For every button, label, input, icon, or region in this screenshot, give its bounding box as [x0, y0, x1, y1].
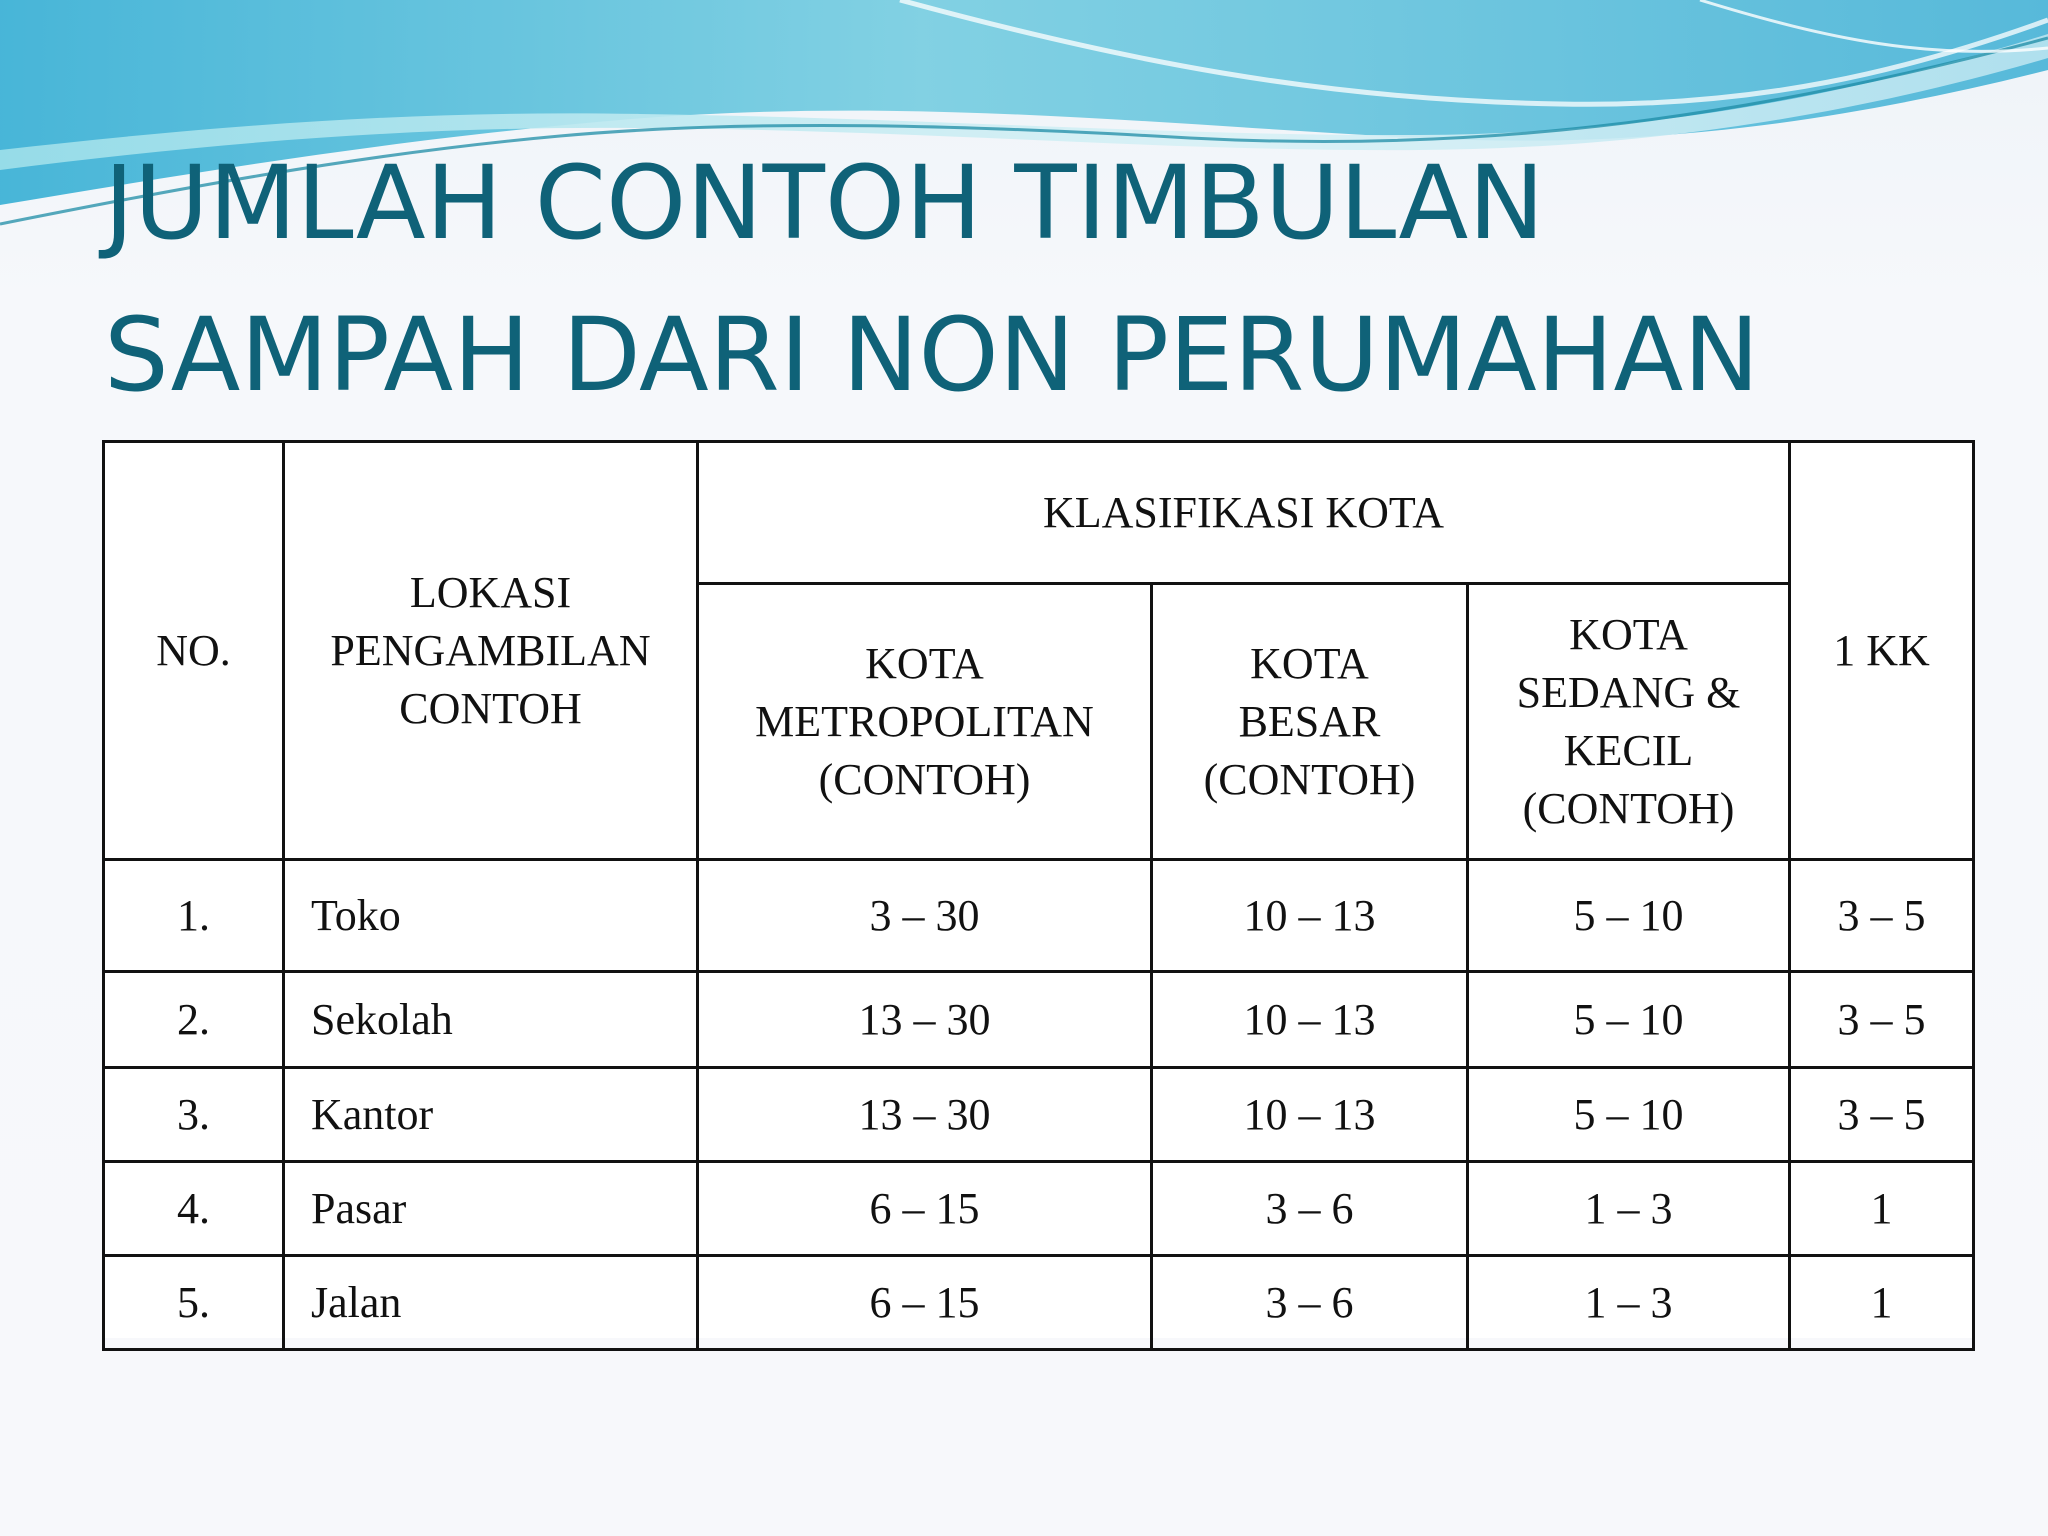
header-kecil-line-3: KECIL	[1563, 725, 1694, 775]
header-metro-line-3: (CONTOH)	[818, 754, 1031, 804]
header-besar-line-1: KOTA	[1250, 638, 1369, 688]
cell-kk: 1	[1790, 1256, 1974, 1350]
cell-lokasi: Kantor	[284, 1068, 698, 1162]
cell-kk: 3 – 5	[1790, 860, 1974, 972]
cell-no: 4.	[104, 1162, 284, 1256]
cell-metro: 6 – 15	[698, 1162, 1152, 1256]
title-line-1: JUMLAH CONTOH TIMBULAN	[104, 144, 1545, 263]
header-lokasi-line-1: LOKASI	[409, 567, 572, 617]
header-row-1	[104, 442, 1974, 584]
cell-no: 2.	[104, 972, 284, 1068]
cell-no: 1.	[104, 860, 284, 972]
table-row	[104, 972, 1974, 1068]
header-lokasi	[284, 442, 698, 860]
cell-lokasi: Pasar	[284, 1162, 698, 1256]
header-klasifikasi-kota: KLASIFIKASI KOTA	[698, 442, 1790, 584]
header-besar-line-3: (CONTOH)	[1203, 754, 1416, 804]
header-besar-line-2: BESAR	[1238, 696, 1381, 746]
cell-besar: 3 – 6	[1152, 1256, 1468, 1350]
cell-kecil: 1 – 3	[1468, 1256, 1790, 1350]
page-title	[104, 128, 1964, 432]
cell-lokasi: Sekolah	[284, 972, 698, 1068]
header-kecil-line-4: (CONTOH)	[1522, 783, 1735, 833]
header-lokasi-line-2: PENGAMBILAN	[330, 625, 651, 675]
table-row	[104, 1068, 1974, 1162]
header-lokasi-line-3: CONTOH	[399, 683, 582, 733]
cell-no: 3.	[104, 1068, 284, 1162]
cell-besar: 10 – 13	[1152, 860, 1468, 972]
cell-kk: 3 – 5	[1790, 972, 1974, 1068]
header-kecil-line-2: SEDANG &	[1516, 667, 1741, 717]
cell-metro: 13 – 30	[698, 972, 1152, 1068]
sample-count-table-container	[102, 440, 1972, 1338]
header-1kk: 1 KK	[1790, 442, 1974, 860]
title-line-2: SAMPAH DARI NON PERUMAHAN	[104, 296, 1760, 415]
header-metro-line-1: KOTA	[865, 638, 984, 688]
cell-besar: 3 – 6	[1152, 1162, 1468, 1256]
table-row	[104, 1256, 1974, 1350]
cell-besar: 10 – 13	[1152, 972, 1468, 1068]
cell-kecil: 5 – 10	[1468, 860, 1790, 972]
table-row	[104, 1162, 1974, 1256]
header-kota-metropolitan	[698, 584, 1152, 860]
cell-kk: 3 – 5	[1790, 1068, 1974, 1162]
header-no: NO.	[104, 442, 284, 860]
header-kecil-line-1: KOTA	[1569, 609, 1688, 659]
sample-count-table	[102, 440, 1975, 1351]
cell-metro: 13 – 30	[698, 1068, 1152, 1162]
cell-kk: 1	[1790, 1162, 1974, 1256]
cell-kecil: 5 – 10	[1468, 1068, 1790, 1162]
cell-metro: 6 – 15	[698, 1256, 1152, 1350]
cell-kecil: 1 – 3	[1468, 1162, 1790, 1256]
header-kota-besar	[1152, 584, 1468, 860]
cell-no: 5.	[104, 1256, 284, 1350]
cell-lokasi: Jalan	[284, 1256, 698, 1350]
header-metro-line-2: METROPOLITAN	[755, 696, 1094, 746]
cell-metro: 3 – 30	[698, 860, 1152, 972]
header-kota-sedang-kecil	[1468, 584, 1790, 860]
cell-lokasi: Toko	[284, 860, 698, 972]
table-row	[104, 860, 1974, 972]
cell-kecil: 5 – 10	[1468, 972, 1790, 1068]
cell-besar: 10 – 13	[1152, 1068, 1468, 1162]
